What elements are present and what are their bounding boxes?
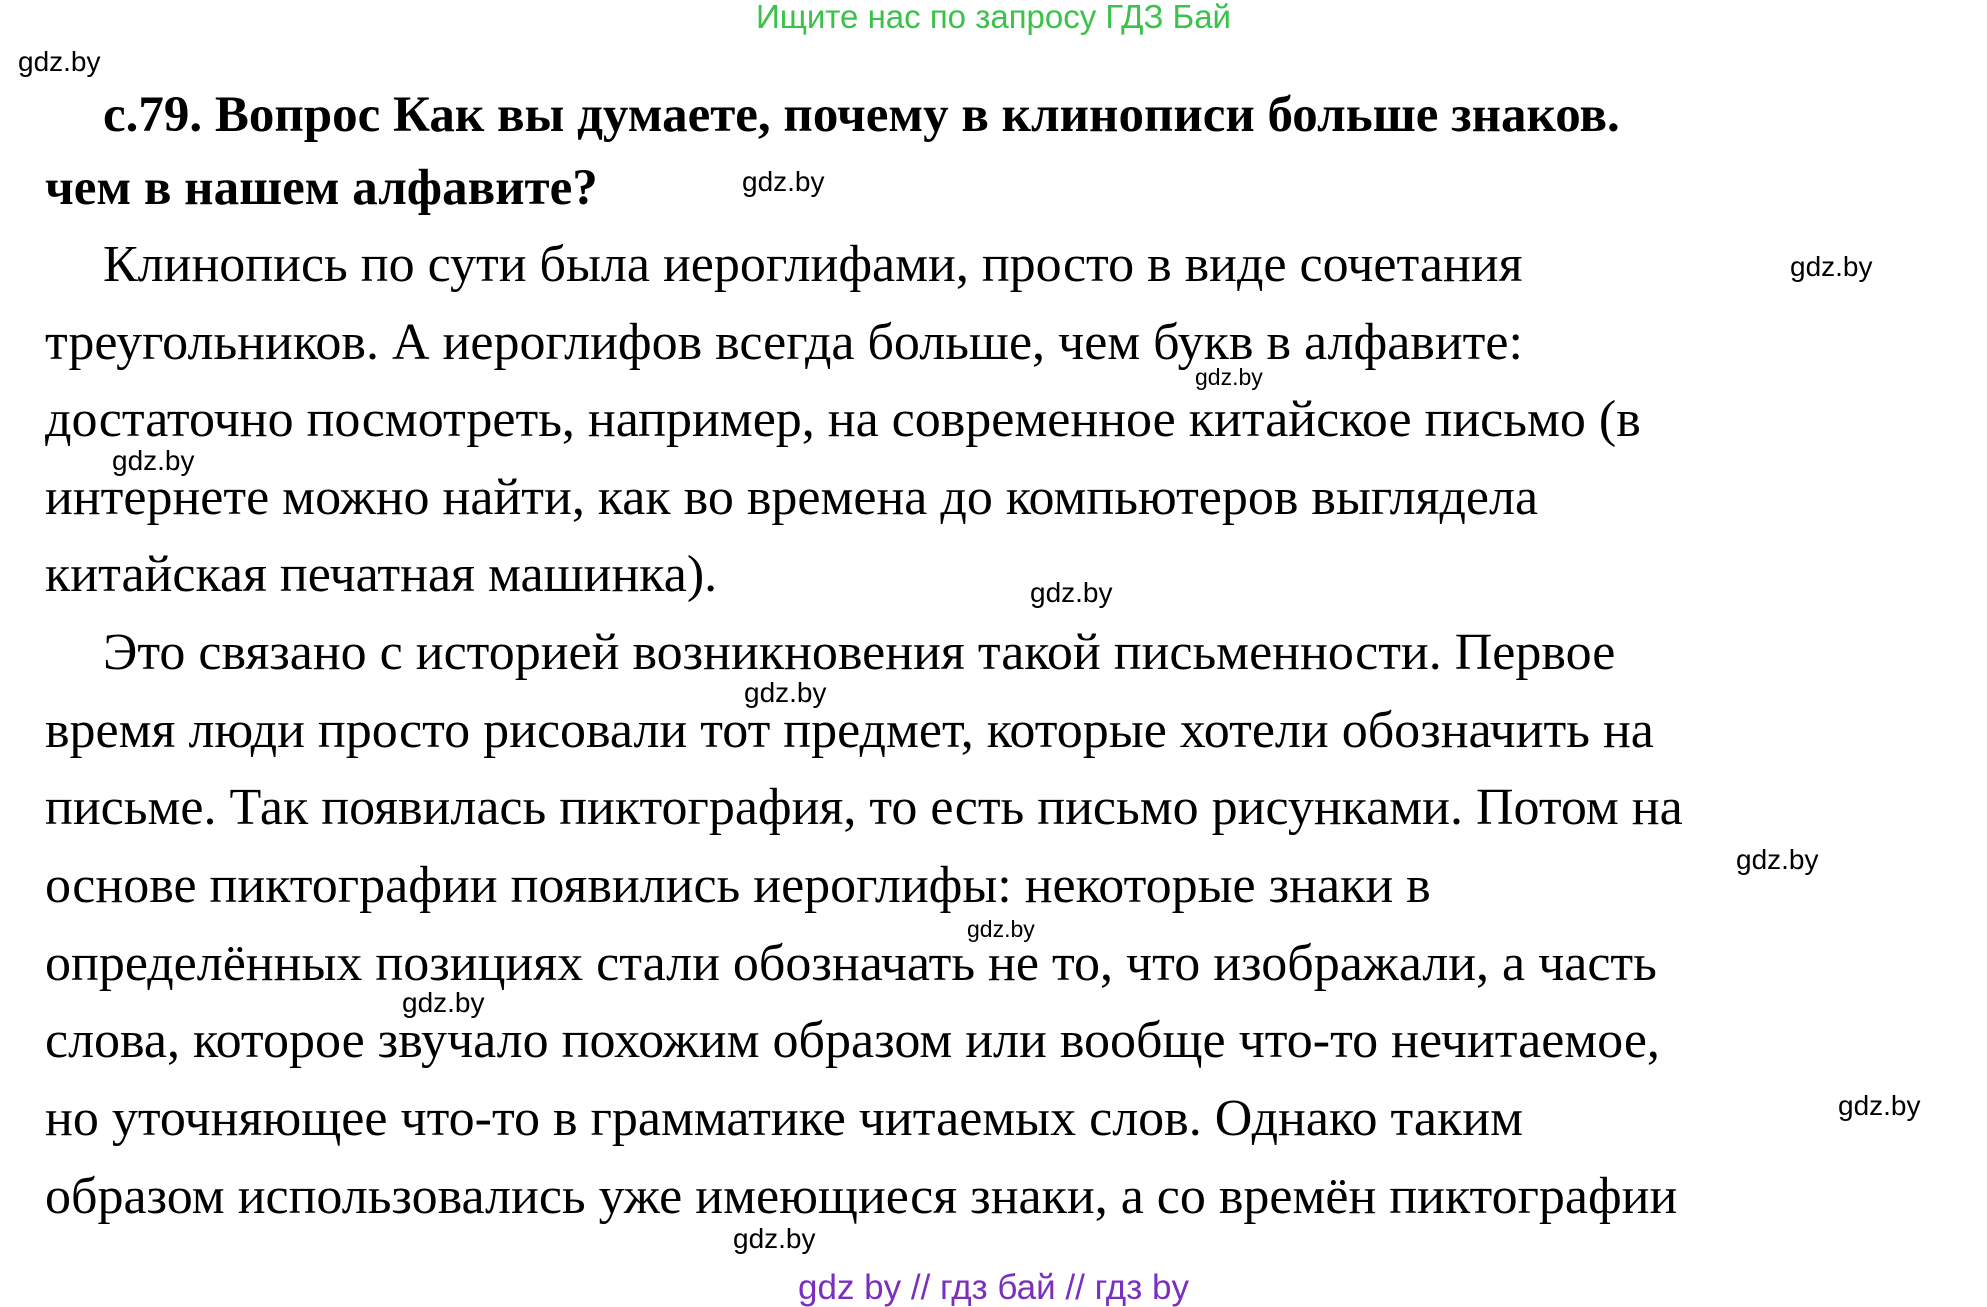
paragraph-1-line-2: треугольников. А иероглифов всегда больше, чем букв в алфавите: [45,314,1523,371]
top-banner: Ищите нас по запросу ГДЗ Бай [756,0,1231,35]
watermark: gdz.by [1790,251,1873,282]
watermark: gdz.by [733,1223,816,1254]
watermark: gdz.by [112,445,195,476]
paragraph-1-line-3: достаточно посмотреть, например, на современное китайское письмо (в [45,391,1641,448]
paragraph-2-line-5: определённых позициях стали обозначать не то, что изображали, а часть [45,935,1657,992]
watermark: gdz.by [1195,364,1263,390]
paragraph-1-line-4: интернете можно найти, как во времена до компьютеров выглядела [45,469,1539,526]
paragraph-2-line-3: письме. Так появилась пиктография, то есть письмо рисунками. Потом на [45,779,1683,836]
question-heading-line-2: чем в нашем алфавите? [45,160,598,216]
watermark: gdz.by [402,987,485,1018]
question-heading-line-1: с.79. Вопрос Как вы думаете, почему в клинописи больше знаков. [103,87,1620,143]
paragraph-2-line-7: но уточняющее что-то в грамматике читаемых слов. Однако таким [45,1090,1523,1147]
paragraph-1-line-1: Клинопись по сути была иероглифами, просто в виде сочетания [103,236,1523,293]
watermark: gdz.by [1736,844,1819,875]
paragraph-2-line-8: образом использовались уже имеющиеся знаки, а со времён пиктографии [45,1168,1678,1225]
watermark: gdz.by [1838,1090,1921,1121]
paragraph-2-line-2: время люди просто рисовали тот предмет, которые хотели обозначить на [45,702,1654,759]
paragraph-2-line-6: слова, которое звучало похожим образом или вообще что-то нечитаемое, [45,1012,1660,1069]
paragraph-2-line-1: Это связано с историей возникновения такой письменности. Первое [103,624,1616,681]
paragraph-1-line-5: китайская печатная машинка). [45,546,718,603]
paragraph-2-line-4: основе пиктографии появились иероглифы: некоторые знаки в [45,857,1431,914]
watermark: gdz.by [1030,577,1113,608]
watermark: gdz.by [18,46,101,77]
watermark: gdz.by [742,166,825,197]
watermark: gdz.by [967,916,1035,942]
footer-watermark: gdz by // гдз бай // гдз by [798,1268,1189,1307]
watermark: gdz.by [744,677,827,708]
